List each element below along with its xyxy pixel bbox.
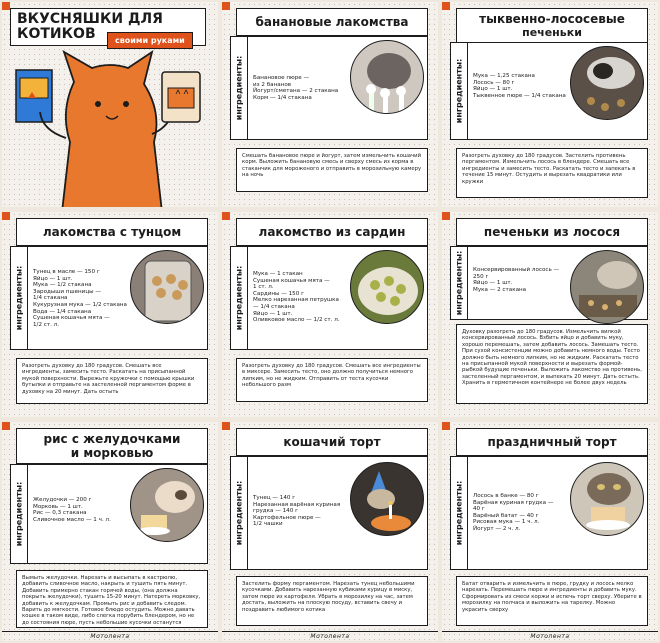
recipe-photo <box>350 462 424 536</box>
recipe-photo <box>350 250 424 324</box>
recipe-card-sardines <box>222 212 438 417</box>
recipe-description: Застелить форму пергаментом. Нарезать тунец небольшими кусочками. Добавить нарезанную кубиками курицу в миску, затем пюре из картофеля. Убрать в морозилку на час, затем достать, выложить на плоскую посуду, вставить свечу и поздравить любимого котика <box>236 576 428 626</box>
ingredients-list: Тунец — 140 г Нарезанная варёная куриная грудка — 140 г Картофельное пюре — 1/2 чашки <box>253 495 341 528</box>
recipe-description: Разогреть духовку до 180 градусов. Смешать все ингредиенты в миксере. Замесить тесто, оно должно получиться немного липким, но не жидким. Отправить от теста кусочки небольшого разм <box>236 358 428 402</box>
ingredients-list: Мука — 1,25 стакана Лосось — 80 г Яйцо — 1 шт. Тыквенное пюре — 1/4 стакана <box>473 73 566 99</box>
recipe-title: банановые лакомства <box>236 8 428 36</box>
ingredients-label: ингредиенты: <box>234 480 244 546</box>
cat-body-icon <box>62 52 162 207</box>
ingredients-label: ингредиенты: <box>234 55 244 121</box>
recipe-title: праздничный торт <box>456 428 648 456</box>
recipe-card-festive-cake <box>442 422 658 641</box>
recipe-title: кошачий торт <box>236 428 428 456</box>
recipe-card-pumpkin-salmon <box>442 2 658 207</box>
recipe-description: Вымыть желудочки. Нарезать и высыпать в кастрюлю, добавить сливочное масло, накрыть и тушить пять минут. Добавить примерно стакан горячей воды, (она должна покрыть желудочки), тушить 15-20 минут. Натереть морковку, добавить к желудочкам. Промыть рис и добавить следом. Варить до мягкости. Готовое блюдо остудить. Можно давать кошке в таком виде, либо слегка порубить блендером, но не до состояния пюре, пусть небольшие кусочки останутся <box>16 570 208 628</box>
ingredients-list: Мука — 1 стакан Сушеная кошачья мята — 1 ст. л. Сардины — 150 г Мелко нарезанная петрушка — 1/4 стакана Яйцо — 1 шт. Оливковое масло — 1/2 ст. л. <box>253 271 340 324</box>
recipe-photo <box>570 46 644 120</box>
recipe-card-rice-gizzards <box>2 422 218 641</box>
ingredients-label: ингредиенты: <box>454 58 464 124</box>
ingredients-label: ингредиенты: <box>454 250 464 316</box>
recipe-description: Батат отварить и измельчить в пюре, грудку и лосось мелко нарезать. Перемешать пюре и ингредиенты и добавить муку. Сформировать из смеси коржи и испечь торт сверху. Уберите в морозилку на полчаса и выложить на тарелку. Можно украсить сверху <box>456 576 648 626</box>
recipe-card-banana <box>222 2 438 207</box>
recipe-description: Духовку разогреть до 180 градусов. Измельчить вилкой консервированный лосось. Взбить яйцо и добавить муку, хорошо перемешать, затем добавить лосось. Замешать тесто. При сухой консистенции можно добавить немного воды. Тесто должно быть немного липким, но не жидким. Раскатать тесто на присыпанной мукой поверхности и вырезать формой-рыбкой будущие печеньки. Выложить лакомство на противень, застеленный пергаментом, и выпекать 20 минут. Дать остыть. Хранить в герметичном контейнере не более двух недель <box>456 324 648 404</box>
ingredients-label: ингредиенты: <box>234 265 244 331</box>
recipe-title: рис с желудочками и морковью <box>16 428 208 464</box>
recipe-photo <box>130 468 204 542</box>
ingredients-label: ингредиенты: <box>14 481 24 547</box>
recipe-photo <box>350 40 424 114</box>
recipe-photo <box>130 250 204 324</box>
ingredients-list: Лосось в банке — 80 г Варёная куриная грудка — 40 г Варёный батат — 40 г Рисовая мука — 1 ч. л. Йогурт — 2 ч. л. <box>473 493 554 532</box>
recipe-card-tuna <box>2 212 218 417</box>
recipe-description: Смешать банановое пюре и йогурт, затем измельчить кошачий корм. Выложить банановую смесь и сверху смесь из корма в стаканчик для мороженого и отправить в морозильную камеру на ночь <box>236 148 428 192</box>
ingredients-label: ингредиенты: <box>454 480 464 546</box>
hero-badge: своими руками <box>107 32 193 49</box>
ingredients-list: Тунец в масле — 150 г Яйцо — 1 шт. Мука — 1/2 стакана Зародыши пшеницы — 1/4 стакана Кукурузная мука — 1/2 стакана Вода — 1/4 стакана Сушеная кошачья мята — 1/2 ст. л. <box>33 269 127 328</box>
hero-card <box>2 2 218 207</box>
ingredients-list: Желудочки — 200 г Морковь — 1 шт. Рис — 0,3 стакана Сливочное масло — 1 ч. л. <box>33 497 111 523</box>
recipe-description: Разогреть духовку до 180 градусов. Смешать все ингредиенты, замесить тесто. Раскатать на присыпанной мукой поверхности. Вырежьте кружочки с помощью крышки бутылки и отправьте на застеленной пергаментом форме в духовку на 20 минут. Дать остыть <box>16 358 208 404</box>
hero-title-line2: КОТИКОВ <box>17 26 96 42</box>
recipe-description: Разогреть духовку до 180 градусов. Застелить противень пергаментом. Измельчить лосось в блендере. Смешать все ингредиенты и замесить тесто. Раскатать тесто и запекать в течение 15 минут. Остудить и вырезать квадратики или кружки <box>456 148 648 198</box>
ingredients-list: Банановое пюре — из 2 бананов Йогурт/сметана — 2 стакана Корм — 1/4 стакана <box>253 75 339 101</box>
footer-brand: Мотолента <box>2 631 218 641</box>
ingredients-list: Консервированный лосось — 250 г Яйцо — 1 шт. Мука — 2 стакана <box>473 267 560 293</box>
recipe-title: лакомства с тунцом <box>16 218 208 246</box>
recipe-title: тыквенно-лососевые печеньки <box>456 8 648 44</box>
recipe-photo <box>570 250 644 324</box>
ingredients-label: ингредиенты: <box>14 265 24 331</box>
recipe-title: печеньки из лосося <box>456 218 648 246</box>
hero-title-line1: ВКУСНЯШКИ ДЛЯ <box>17 11 163 27</box>
recipe-title: лакомство из сардин <box>236 218 428 246</box>
recipe-card-cat-cake <box>222 422 438 641</box>
recipe-card-salmon-cookies <box>442 212 658 417</box>
cat-mascot-illustration <box>2 42 218 207</box>
footer-brand: Мотолента <box>222 631 438 641</box>
footer-brand: Мотолента <box>442 631 658 641</box>
recipe-photo <box>570 462 644 536</box>
